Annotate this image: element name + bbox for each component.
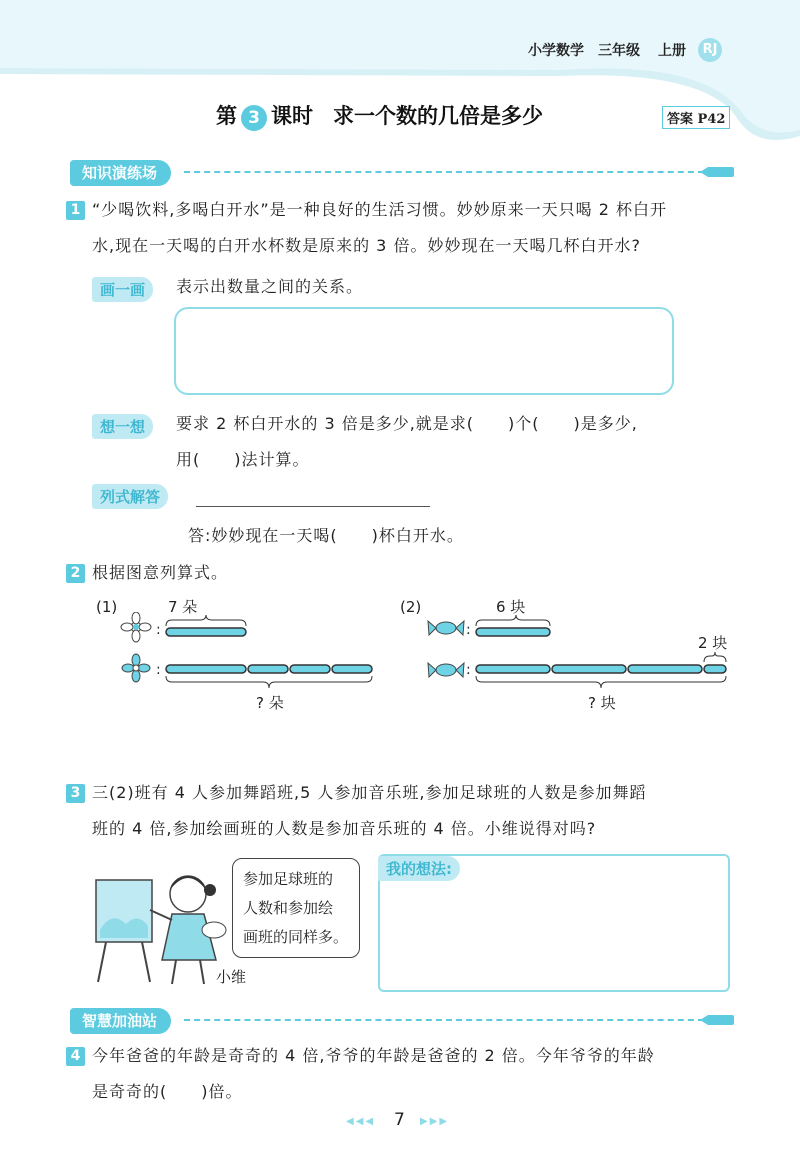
answer-label: 答案 (667, 112, 694, 127)
q2-part1-top-value: 7 朵 (168, 598, 198, 616)
svg-text::: : (156, 622, 161, 638)
svg-text::: : (156, 662, 161, 678)
girl-painting-illustration (92, 860, 232, 990)
speech-bubble (232, 858, 360, 958)
solve-answer-line[interactable] (196, 506, 430, 507)
candy-icon-top (428, 621, 464, 635)
title-suffix: 课时 (271, 104, 313, 128)
lesson-number: 3 (241, 105, 267, 131)
footer-right-arrows: ▶▶▶ (420, 1116, 450, 1127)
draw-tag: 画一画 (92, 277, 153, 302)
title-prefix: 第 (216, 104, 237, 128)
q1-line2: 水,现在一天喝的白开水杯数是原来的 3 倍。妙妙现在一天喝几杯白开水? (92, 236, 641, 255)
speech-line-2: 人数和参加绘 (243, 899, 334, 917)
candy-icon-bottom (428, 663, 464, 677)
think-tag: 想一想 (92, 414, 153, 439)
q4-line2: 是奇奇的( )倍。 (92, 1082, 243, 1101)
speech-line-3: 画班的同样多。 (243, 928, 349, 946)
section-practice: 知识演练场 (70, 160, 171, 186)
header-subject: 小学数学 (528, 43, 584, 59)
q4-line1: 今年爸爸的年龄是奇奇的 4 倍,爷爷的年龄是爸爸的 2 倍。今年爷爷的年龄 (92, 1046, 655, 1065)
title-text: 求一个数的几倍是多少 (333, 104, 543, 128)
header-volume: 上册 (658, 43, 686, 59)
my-thoughts-tag: 我的想法: (378, 856, 460, 881)
question-number-2: 2 (66, 564, 85, 583)
drawing-area[interactable] (174, 307, 674, 395)
pencil-icon (708, 167, 734, 177)
q3-line1: 三(2)班有 4 人参加舞蹈班,5 人参加音乐班,参加足球班的人数是参加舞蹈 (92, 783, 647, 802)
section-challenge: 智慧加油站 (70, 1008, 171, 1034)
page-number: 7 (394, 1110, 405, 1130)
q2-text: 根据图意列算式。 (92, 563, 229, 582)
think-line2: 用( )法计算。 (176, 450, 310, 469)
svg-text::: : (466, 622, 471, 638)
section-divider (184, 171, 714, 173)
flower-bar-diagram (118, 612, 378, 692)
answer-reference (662, 106, 730, 129)
q2-part1-question: ? 朵 (256, 694, 284, 712)
question-number-3: 3 (66, 784, 85, 803)
pencil-icon (708, 1015, 734, 1025)
page-title (216, 100, 543, 131)
footer-left-arrows: ◀◀◀ (346, 1116, 376, 1127)
edition-badge: RJ (698, 38, 722, 62)
q2-part2-label: (2) (400, 598, 422, 616)
flower-icon-top (121, 612, 151, 642)
think-line1: 要求 2 杯白开水的 3 倍是多少,就是求( )个( )是多少, (176, 414, 638, 433)
q2-part2-question: ? 块 (588, 694, 616, 712)
question-number-1: 1 (66, 201, 85, 220)
q2-part2-extra-value: 2 块 (698, 634, 728, 652)
section-divider-2 (184, 1019, 714, 1021)
candy-bar-diagram (426, 612, 736, 692)
speech-line-1: 参加足球班的 (243, 870, 334, 888)
q3-line2: 班的 4 倍,参加绘画班的人数是参加音乐班的 4 倍。小维说得对吗? (92, 819, 597, 838)
flower-icon-bottom (122, 654, 150, 682)
q2-part2-top-value: 6 块 (496, 598, 526, 616)
q2-part1-label: (1) (96, 598, 118, 616)
header-grade: 三年级 (598, 43, 640, 59)
svg-text::: : (466, 662, 471, 678)
q1-line1: “少喝饮料,多喝白开水”是一种良好的生活习惯。妙妙原来一天只喝 2 杯白开 (92, 200, 668, 219)
character-name: 小维 (216, 968, 247, 986)
q1-answer-sentence: 答:妙妙现在一天喝( )杯白开水。 (188, 526, 464, 545)
question-number-4: 4 (66, 1047, 85, 1066)
draw-instruction: 表示出数量之间的关系。 (176, 277, 364, 296)
solve-tag: 列式解答 (92, 484, 168, 509)
answer-page: P42 (697, 112, 726, 127)
